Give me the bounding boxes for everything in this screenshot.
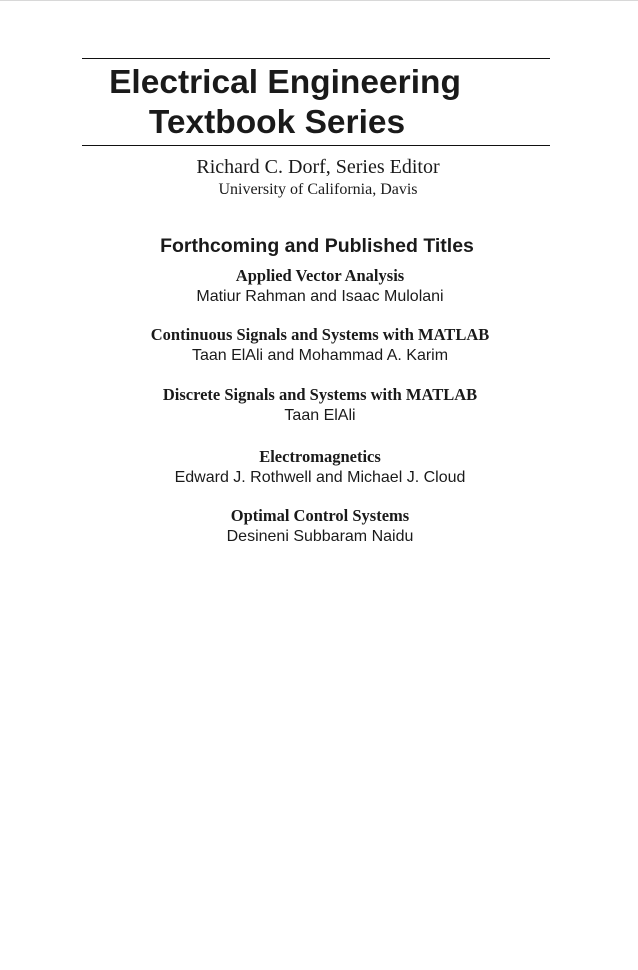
series-title xyxy=(82,63,550,143)
series-title-line-1: Electrical Engineering xyxy=(109,64,461,101)
book-entry xyxy=(100,505,540,547)
book-title: Applied Vector Analysis xyxy=(235,266,405,285)
bottom-rule xyxy=(82,145,550,146)
book-authors: Desineni Subbaram Naidu xyxy=(226,528,414,545)
book-title: Continuous Signals and Systems with MATLAB xyxy=(150,325,490,344)
book-authors: Matiur Rahman and Isaac Mulolani xyxy=(196,288,444,305)
scan-edge-line xyxy=(0,0,638,5)
section-heading: Forthcoming and Published Titles xyxy=(160,235,474,257)
book-title: Discrete Signals and Systems with MATLAB xyxy=(162,385,478,404)
series-editor-block xyxy=(138,155,498,200)
series-title-line-2: Textbook Series xyxy=(148,104,406,141)
book-authors: Taan ElAli xyxy=(284,407,356,424)
book-authors: Taan ElAli and Mohammad A. Karim xyxy=(191,347,449,364)
top-rule xyxy=(82,58,550,59)
book-title: Electromagnetics xyxy=(259,447,381,466)
book-entry xyxy=(100,384,540,426)
series-editor-name: Richard C. Dorf, Series Editor xyxy=(196,156,440,178)
book-authors: Edward J. Rothwell and Michael J. Cloud xyxy=(174,469,466,486)
book-title: Optimal Control Systems xyxy=(230,506,410,525)
book-entry xyxy=(100,265,540,307)
book-entry xyxy=(100,324,540,366)
book-entry xyxy=(100,446,540,488)
series-editor-affiliation: University of California, Davis xyxy=(218,181,418,198)
